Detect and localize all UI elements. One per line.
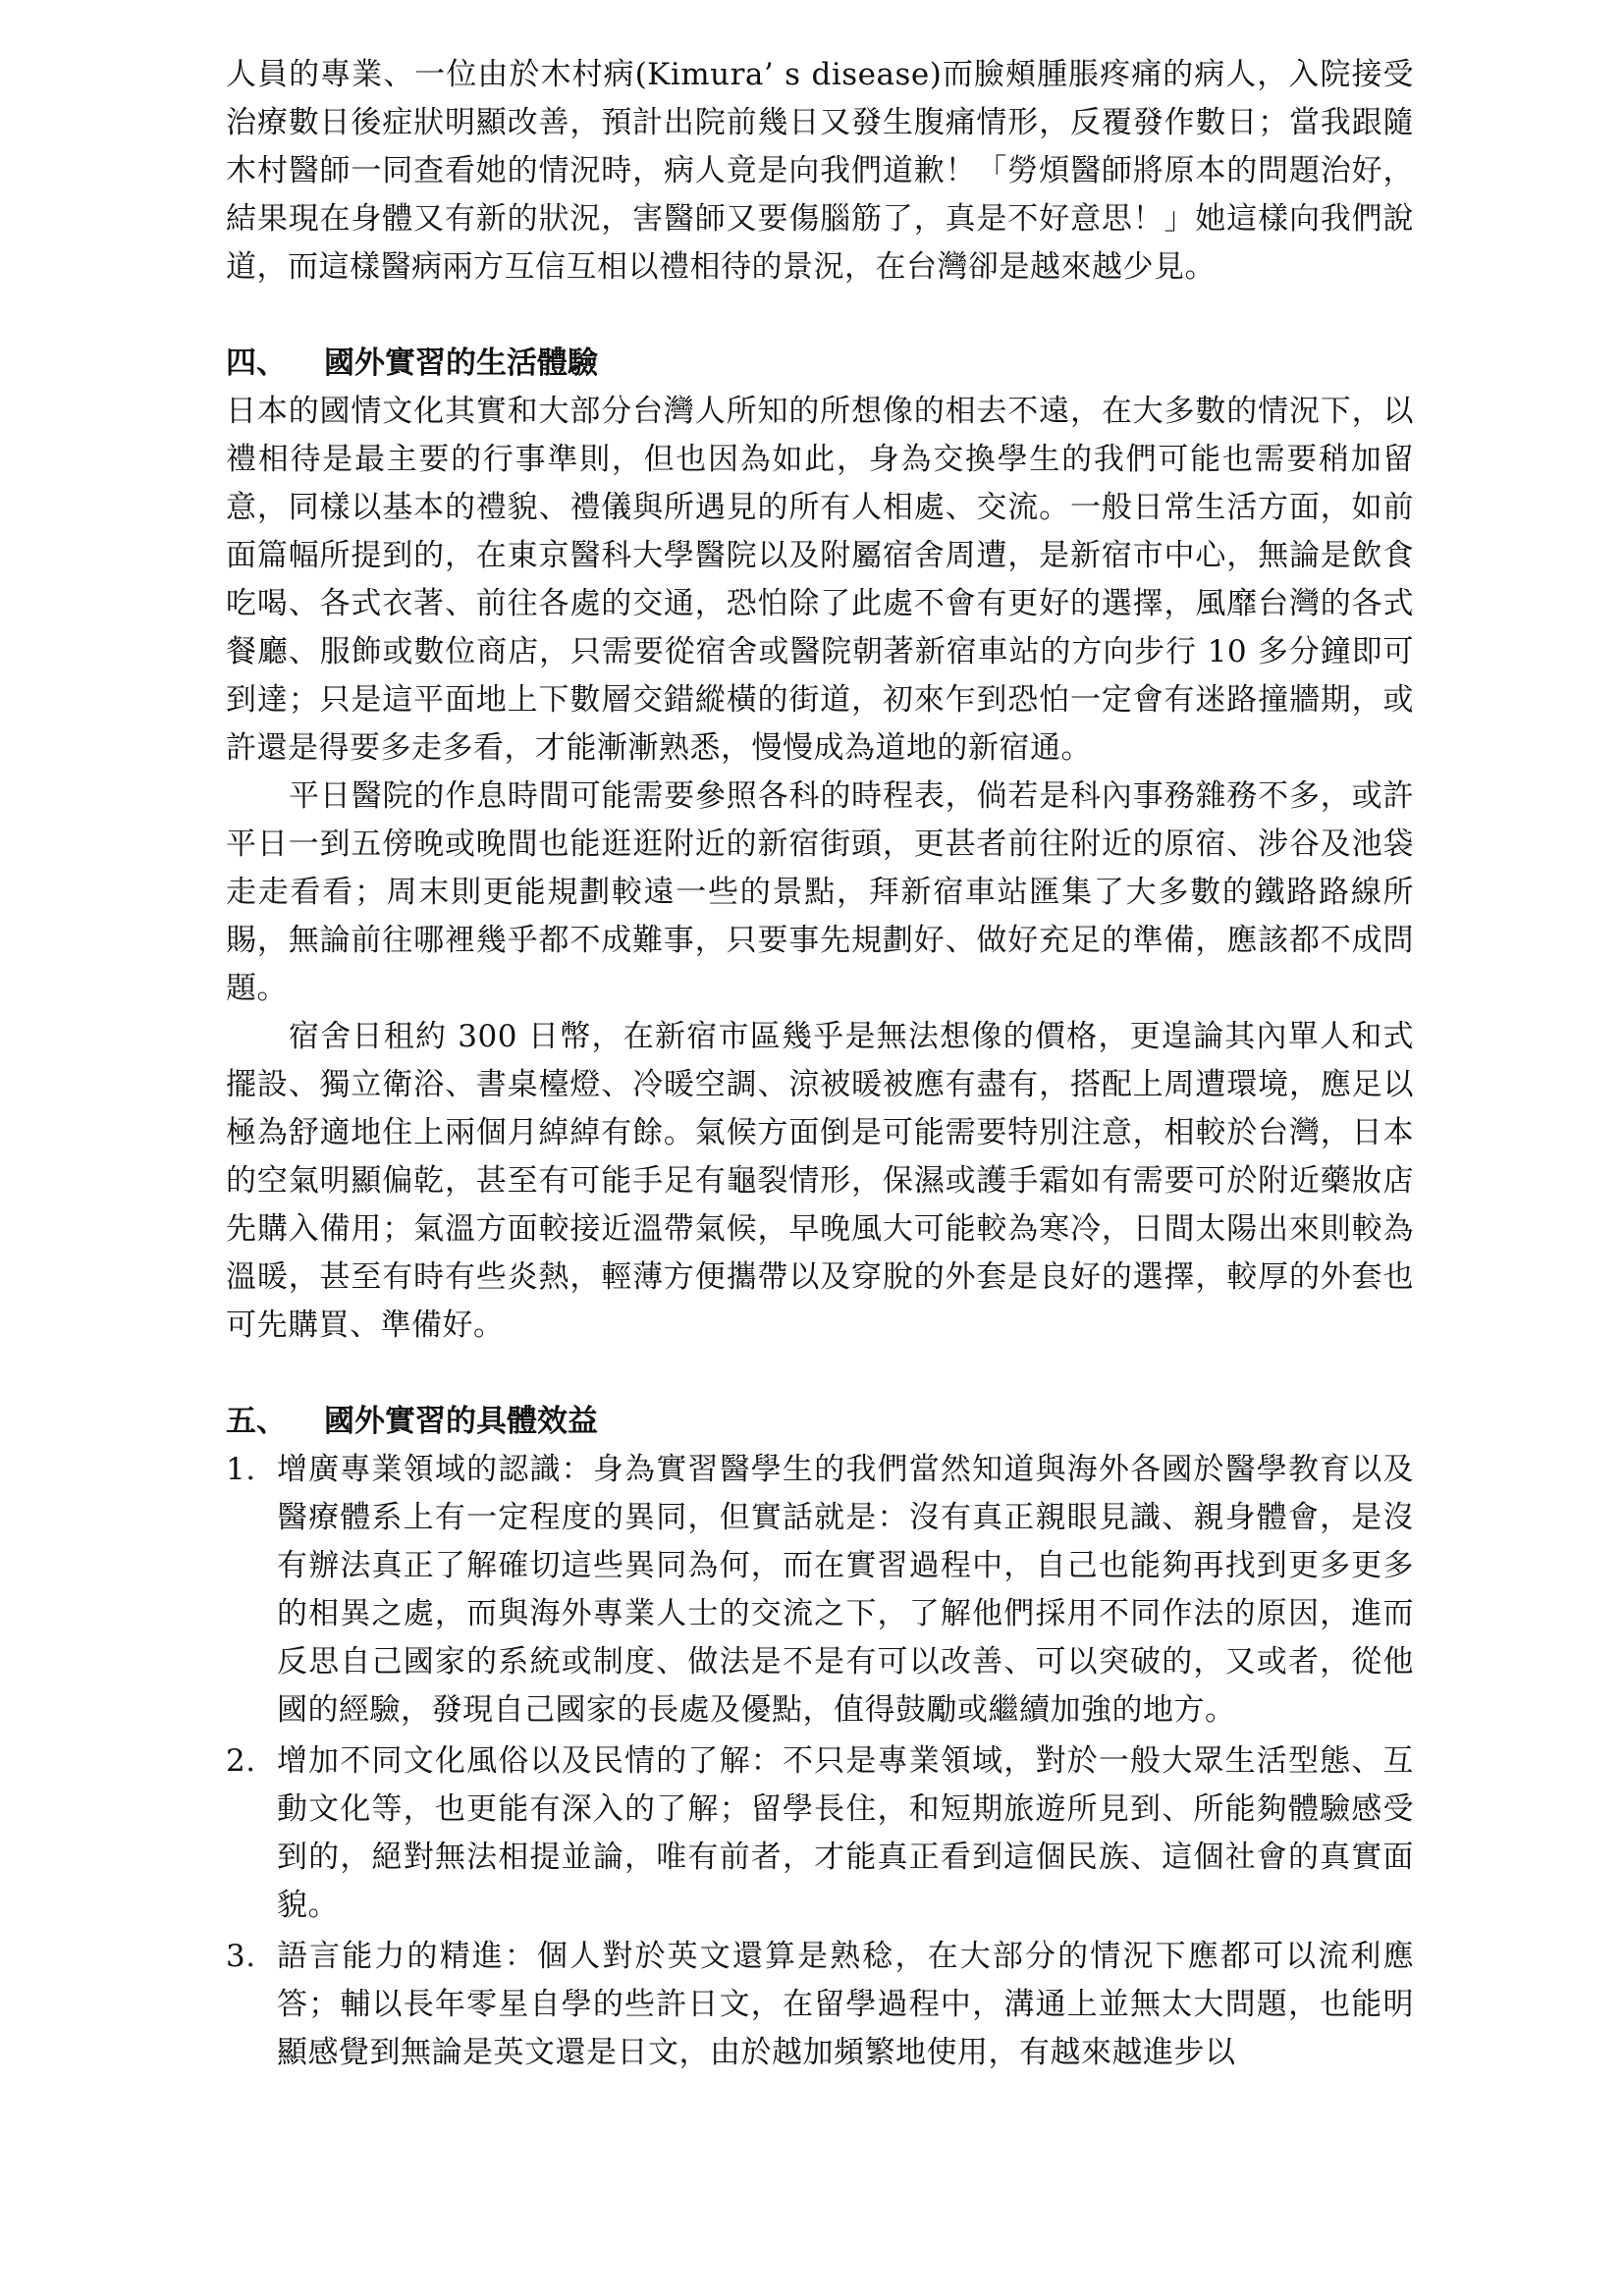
section-4-paragraph-3: 宿舍日租約 300 日幣，在新宿市區幾乎是無法想像的價格，更遑論其內單人和式擺設、獨立衛浴、書桌檯燈、冷暖空調、涼被暖被應有盡有，搭配上周遭環境，應足以極為舒適地住上兩個月綽綽有餘。氣候方面倒是可能需要特別注意，相較於台灣，日本的空氣明顯偏乾，甚至有可能手足有龜裂情形，保濕或護手霜如有需要可於附近藥妝店先購入備用；氣溫方面較接近溫帶氣候，早晚風大可能較為寒冷，日間太陽出來則較為溫暖，甚至有時有些炎熱，輕薄方便攜帶以及穿脫的外套是良好的選擇，較厚的外套也可先購買、準備好。 <box>226 1019 1414 1343</box>
section-4-paragraph-2: 平日醫院的作息時間可能需要參照各科的時程表，倘若是科內事務雜務不多，或許平日一到五傍晚或晚間也能逛逛附近的新宿街頭，更甚者前往附近的原宿、涉谷及池袋走走看看；周末則更能規劃較遠一些的景點，拜新宿車站匯集了大多數的鐵路路線所賜，無論前往哪裡幾乎都不成難事，只要事先規劃好、做好充足的準備，應該都不成問題。 <box>226 778 1414 1006</box>
list-item-text: 增廣專業領域的認識：身為實習醫學生的我們當然知道與海外各國於醫學教育以及醫療體系上有一定程度的異同，但實話就是：沒有真正親眼見識、親身體會，是沒有辦法真正了解確切這些異同為何，而在實習過程中，自己也能夠再找到更多更多的相異之處，而與海外專業人士的交流之下，了解他們採用不同作法的原因，進而反思自己國家的系統或制度、做法是不是有可以改善、可以突破的，又或者，從他國的經驗，發現自己國家的長處及優點，值得鼓勵或繼續加強的地方。 <box>277 1452 1414 1728</box>
section-4-paragraph-1: 日本的國情文化其實和大部分台灣人所知的所想像的相去不遠，在大多數的情況下，以禮相待是最主要的行事準則，但也因為如此，身為交換學生的我們可能也需要稍加留意，同樣以基本的禮貌、禮儀與所遇見的所有人相處、交流。一般日常生活方面，如前面篇幅所提到的，在東京醫科大學醫院以及附屬宿舍周遭，是新宿市中心，無論是飲食吃喝、各式衣著、前往各處的交通，恐怕除了此處不會有更好的選擇，風靡台灣的各式餐廳、服飾或數位商店，只需要從宿舍或醫院朝著新宿車站的方向步行 10 多分鐘即可到達；只是這平面地上下數層交錯縱橫的街道，初來乍到恐怕一定會有迷路撞牆期，或許還是得要多走多看，才能漸漸熟悉，慢慢成為道地的新宿通。 <box>226 394 1414 766</box>
section-5-heading <box>226 1398 1414 1446</box>
section-5-number: 五、 <box>226 1404 287 1439</box>
section-4-heading <box>226 340 1414 388</box>
list-item-text: 語言能力的精進：個人對於英文還算是熟稔，在大部分的情況下應都可以流利應答；輔以長年零星自學的些許日文，在留學過程中，溝通上並無太大問題，也能明顯感覺到無論是英文還是日文，由於越加頻繁地使用，有越來越進步以 <box>277 1939 1414 2070</box>
benefits-list <box>226 1446 1414 2077</box>
section-4-number: 四、 <box>226 346 287 381</box>
section-5-title: 國外實習的具體效益 <box>324 1404 598 1439</box>
section-4-title: 國外實習的生活體驗 <box>324 346 598 381</box>
list-item <box>226 1446 1414 1735</box>
intro-paragraph: 人員的專業、一位由於木村病(Kimura’ s disease)而臉頰腫脹疼痛的病人，入院接受治療數日後症狀明顯改善，預計出院前幾日又發生腹痛情形，反覆發作數日；當我跟隨木村醫師一同查看她的情況時，病人竟是向我們道歉！「勞煩醫師將原本的問題治好，結果現在身體又有新的狀況，害醫師又要傷腦筋了，真是不好意思！」她這樣向我們說道，而這樣醫病兩方互信互相以禮相待的景況，在台灣卻是越來越少見。 <box>226 57 1414 285</box>
list-item-text: 增加不同文化風俗以及民情的了解：不只是專業領域，對於一般大眾生活型態、互動文化等，也更能有深入的了解；留學長住，和短期旅遊所見到、所能夠體驗感受到的，絕對無法相提並論，唯有前者，才能真正看到這個民族、這個社會的真實面貌。 <box>277 1743 1414 1923</box>
spacer <box>226 292 1414 340</box>
list-item <box>226 1737 1414 1930</box>
list-item <box>226 1933 1414 2077</box>
document-page <box>226 51 1414 2080</box>
list-item-number: 1. <box>226 1452 256 1487</box>
list-item-number: 3. <box>226 1939 256 1974</box>
list-item-number: 2. <box>226 1743 256 1779</box>
spacer <box>226 1350 1414 1398</box>
